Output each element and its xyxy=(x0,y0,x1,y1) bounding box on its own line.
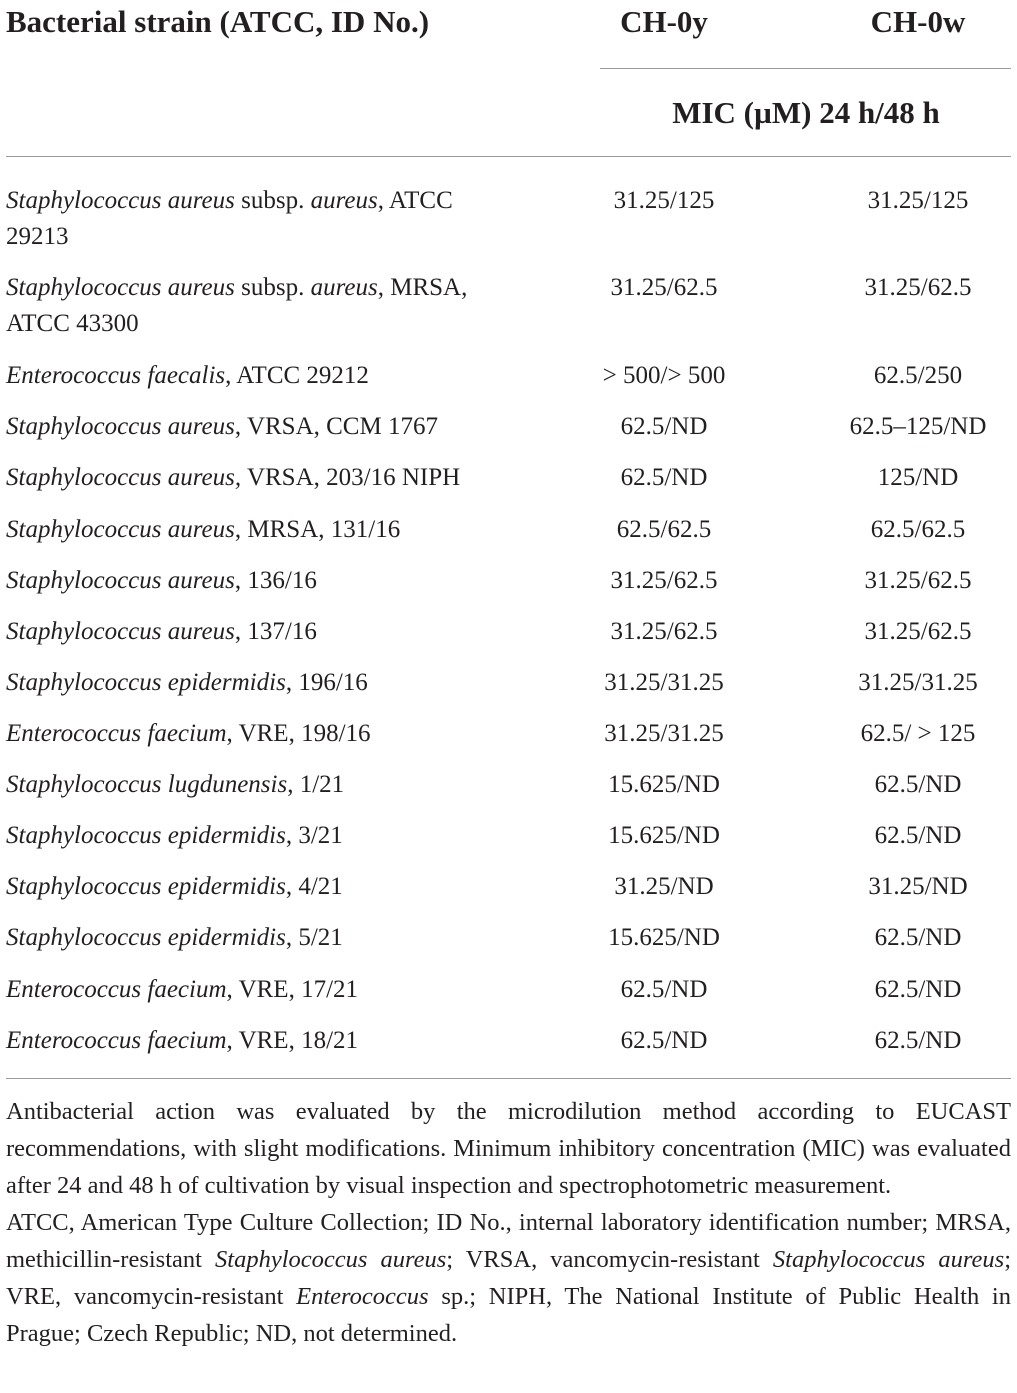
header-strain: Bacterial strain (ATCC, ID No.) xyxy=(6,4,430,39)
mic-ch-0w: 31.25/62.5 xyxy=(864,618,972,645)
mic-ch-0w: 31.25/125 xyxy=(867,187,969,214)
strain-name: Staphylococcus aureus subsp. aureus, MRSA, ATCC 43300 xyxy=(6,274,468,337)
mic-ch-0y: 31.25/125 xyxy=(613,187,715,214)
mic-ch-0y: 31.25/ND xyxy=(614,873,714,900)
mic-ch-0w: 62.5/ND xyxy=(874,1027,962,1054)
mic-ch-0y: > 500/> 500 xyxy=(602,362,726,389)
strain-name: Staphylococcus epidermidis, 4/21 xyxy=(6,873,343,900)
mic-ch-0y: 62.5/ND xyxy=(620,464,708,491)
strain-name: Staphylococcus aureus, 137/16 xyxy=(6,618,317,645)
subheader-rule xyxy=(600,68,1011,69)
mic-ch-0w: 62.5/250 xyxy=(873,362,963,389)
mic-ch-0y: 31.25/62.5 xyxy=(610,567,718,594)
mic-ch-0w: 125/ND xyxy=(877,464,959,491)
strain-name: Enterococcus faecium, VRE, 198/16 xyxy=(6,720,371,747)
mic-ch-0y: 15.625/ND xyxy=(608,924,720,951)
table-footnotes xyxy=(6,1093,1011,1352)
strain-name: Staphylococcus aureus subsp. aureus, ATCC 29213 xyxy=(6,187,453,250)
mic-ch-0y: 15.625/ND xyxy=(608,771,720,798)
strain-name: Enterococcus faecalis, ATCC 29212 xyxy=(6,362,369,389)
mic-ch-0w: 62.5/ND xyxy=(874,976,962,1003)
strain-name: Staphylococcus aureus, MRSA, 131/16 xyxy=(6,516,401,543)
mic-ch-0w: 31.25/31.25 xyxy=(858,669,978,696)
mic-ch-0y: 62.5/ND xyxy=(620,413,708,440)
mic-ch-0y: 31.25/31.25 xyxy=(604,669,724,696)
mic-ch-0w: 62.5/ND xyxy=(874,822,962,849)
strain-name: Staphylococcus epidermidis, 5/21 xyxy=(6,924,343,951)
footnote-paragraph: ATCC, American Type Culture Collection; ID No., internal laboratory identification number; MRSA, methicillin-resistant Staphylococcus aureus; VRSA, vancomycin-resistant Staphylococcus aureus; VRE, vancomycin-resistant Enterococcus sp.; NIPH, The National Institute of Public Health in Prague; Czech Republic; ND, not determined. xyxy=(6,1209,1011,1347)
mic-ch-0y: 62.5/62.5 xyxy=(616,516,712,543)
mic-ch-0w: 62.5/62.5 xyxy=(870,516,966,543)
mic-ch-0y: 31.25/62.5 xyxy=(610,618,718,645)
strain-name: Staphylococcus lugdunensis, 1/21 xyxy=(6,771,345,798)
footer-rule xyxy=(6,1078,1011,1079)
header-rule xyxy=(6,156,1011,157)
mic-ch-0y: 31.25/62.5 xyxy=(610,274,718,301)
mic-ch-0y: 15.625/ND xyxy=(608,822,720,849)
strain-name: Enterococcus faecium, VRE, 18/21 xyxy=(6,1027,359,1054)
footnote-paragraph: Antibacterial action was evaluated by the microdilution method according to EUCAST recommendations, with slight modifications. Minimum inhibitory concentration (MIC) was evaluated after 24 and 48 h of cultivation by visual inspection and spectrophotometric measurement. xyxy=(6,1098,1011,1199)
mic-ch-0w: 62.5–125/ND xyxy=(849,413,987,440)
mic-ch-0w: 62.5/ND xyxy=(874,771,962,798)
mic-ch-0w: 31.25/ND xyxy=(868,873,968,900)
mic-ch-0y: 62.5/ND xyxy=(620,976,708,1003)
mic-ch-0w: 62.5/ND xyxy=(874,924,962,951)
strain-name: Staphylococcus epidermidis, 196/16 xyxy=(6,669,368,696)
mic-ch-0y: 31.25/31.25 xyxy=(604,720,724,747)
header-ch-0w: CH-0w xyxy=(870,4,966,39)
strain-name: Staphylococcus aureus, VRSA, CCM 1767 xyxy=(6,413,438,440)
mic-ch-0w: 31.25/62.5 xyxy=(864,567,972,594)
header-mic-units: MIC (µM) 24 h/48 h xyxy=(672,95,940,130)
mic-ch-0w: 62.5/ > 125 xyxy=(860,720,976,747)
mic-ch-0w: 31.25/62.5 xyxy=(864,274,972,301)
strain-name: Staphylococcus epidermidis, 3/21 xyxy=(6,822,343,849)
mic-ch-0y: 62.5/ND xyxy=(620,1027,708,1054)
header-ch-0y: CH-0y xyxy=(620,4,708,39)
strain-name: Staphylococcus aureus, 136/16 xyxy=(6,567,317,594)
strain-name: Staphylococcus aureus, VRSA, 203/16 NIPH xyxy=(6,464,461,491)
strain-name: Enterococcus faecium, VRE, 17/21 xyxy=(6,976,359,1003)
